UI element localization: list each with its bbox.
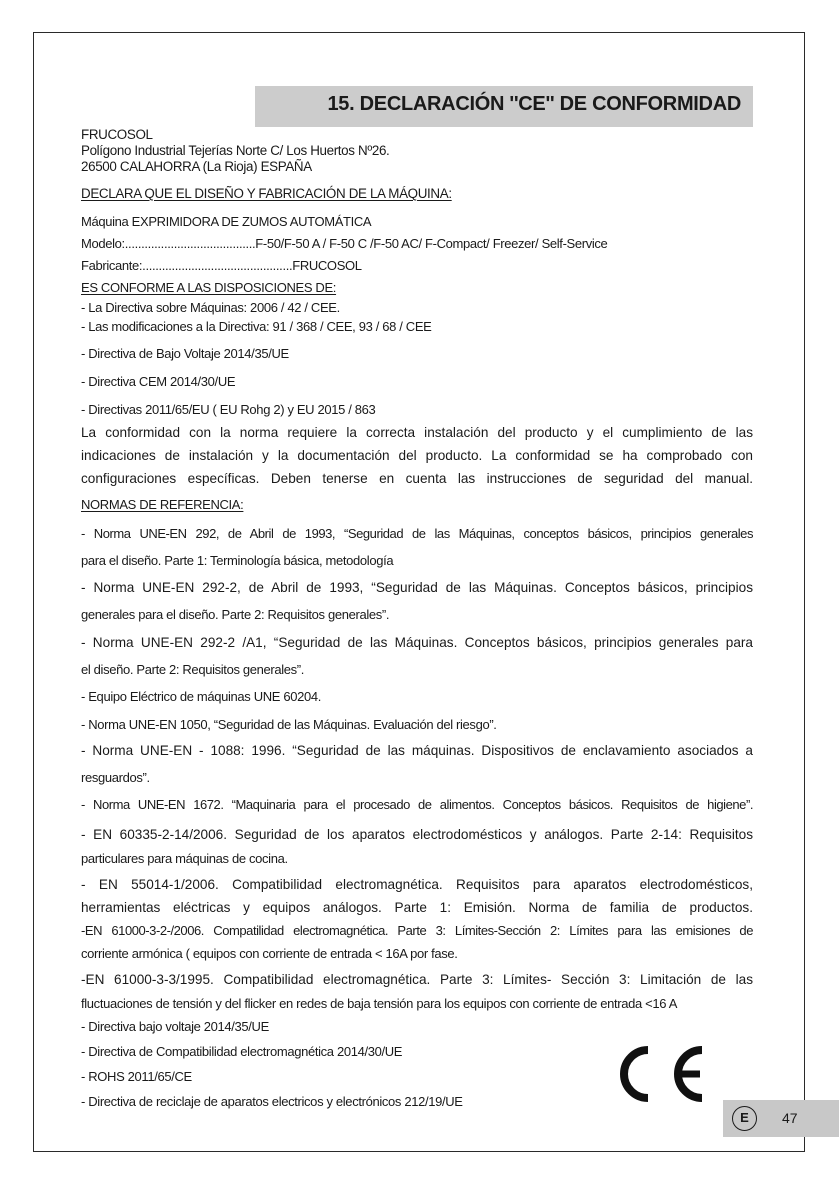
standard-item-cont: corriente armónica ( equipos con corriente de entrada < 16A por fase. <box>81 946 458 961</box>
standard-item: - Equipo Eléctrico de máquinas UNE 60204. <box>81 689 322 704</box>
standard-item: - EN 55014-1/2006. Compatibilidad electromagnética. Requisitos para aparatos electrodomésticos, <box>81 877 753 892</box>
standard-item-cont: para el diseño. Parte 1: Terminología básica, metodología <box>81 553 394 568</box>
standard-item: - Norma UNE-EN 1672. “Maquinaria para el procesado de alimentos. Conceptos básicos. Requisitos de higiene”. <box>81 797 753 812</box>
standard-item: - Norma UNE-EN 292-2 /A1, “Seguridad de las Máquinas. Conceptos básicos, principios generales para <box>81 635 753 650</box>
standard-item: -EN 61000-3-3/1995. Compatibilidad electromagnética. Parte 3: Límites- Sección 3: Limitación de las <box>81 972 753 987</box>
standard-item: - Norma UNE-EN 1050, “Seguridad de las Máquinas. Evaluación del riesgo”. <box>81 717 497 732</box>
provision-item: - La Directiva sobre Máquinas: 2006 / 42 / CEE. <box>81 300 340 315</box>
company-name: FRUCOSOL <box>81 127 153 142</box>
standard-item-cont: herramientas eléctricas y equipos análogos. Parte 1: Emisión. Norma de familia de productos. <box>81 900 753 915</box>
standard-item: - Norma UNE-EN - 1088: 1996. “Seguridad de las máquinas. Dispositivos de enclavamiento asociados a <box>81 743 753 758</box>
ce-mark-icon <box>614 1046 706 1102</box>
standard-item: - Directiva bajo voltaje 2014/35/UE <box>81 1019 269 1034</box>
standard-item-cont: particulares para máquinas de cocina. <box>81 851 288 866</box>
provision-item: - Directivas 2011/65/EU ( EU Rohg 2) y EU 2015 / 863 <box>81 402 376 417</box>
standard-item: - EN 60335-2-14/2006. Seguridad de los aparatos electrodomésticos y análogos. Parte 2-14: Requisitos <box>81 827 753 842</box>
language-badge-icon: E <box>732 1106 757 1131</box>
page-footer-badge <box>723 1100 839 1137</box>
standard-item: - Norma UNE-EN 292-2, de Abril de 1993, “Seguridad de las Máquinas. Conceptos básicos, principios <box>81 580 753 595</box>
standard-item: - Norma UNE-EN 292, de Abril de 1993, “Seguridad de las Máquinas, conceptos básicos, principios generales <box>81 526 753 541</box>
standard-item: - Directiva de Compatibilidad electromagnética 2014/30/UE <box>81 1044 403 1059</box>
section-title: 15. DECLARACIÓN ''CE'' DE CONFORMIDAD <box>327 93 741 115</box>
reference-standards-heading: NORMAS DE REFERENCIA: <box>81 497 244 512</box>
standard-item: -EN 61000-3-2-/2006. Compatilidad electromagnética. Parte 3: Límites-Sección 2: Límites para las emisiones de <box>81 923 753 938</box>
machine-line: Máquina EXPRIMIDORA DE ZUMOS AUTOMÁTICA <box>81 214 372 229</box>
standard-item-cont: fluctuaciones de tensión y del flicker en redes de baja tensión para los equipos con corriente de entrada <16 A <box>81 996 678 1011</box>
conformity-paragraph-line: indicaciones de instalación y la documentación del producto. La conformidad se ha comprobado con <box>81 448 753 463</box>
standard-item: - ROHS 2011/65/CE <box>81 1069 192 1084</box>
provision-item: - Directiva CEM 2014/30/UE <box>81 374 236 389</box>
standard-item-cont: generales para el diseño. Parte 2: Requisitos generales”. <box>81 607 390 622</box>
provision-item: - Las modificaciones a la Directiva: 91 / 368 / CEE, 93 / 68 / CEE <box>81 319 432 334</box>
provision-item: - Directiva de Bajo Voltaje 2014/35/UE <box>81 346 289 361</box>
standard-item: - Directiva de reciclaje de aparatos electricos y electrónicos 212/19/UE <box>81 1094 463 1109</box>
standard-item-cont: resguardos”. <box>81 770 150 785</box>
declaration-heading: DECLARA QUE EL DISEÑO Y FABRICACIÓN DE LA MÁQUINA: <box>81 186 452 201</box>
company-address-line1: Polígono Industrial Tejerías Norte C/ Los Huertos Nº26. <box>81 143 390 158</box>
standard-item-cont: el diseño. Parte 2: Requisitos generales”. <box>81 662 305 677</box>
section-header-band <box>255 86 753 127</box>
company-address-line2: 26500 CALAHORRA (La Rioja) ESPAÑA <box>81 159 312 174</box>
page-number: 47 <box>782 1110 798 1126</box>
provisions-heading: ES CONFORME A LAS DISPOSICIONES DE: <box>81 280 337 295</box>
conformity-paragraph-line: configuraciones específicas. Deben tenerse en cuenta las instrucciones de seguridad del manual. <box>81 471 753 486</box>
manufacturer-line: Fabricante:..............................................FRUCOSOL <box>81 258 362 273</box>
conformity-paragraph-line: La conformidad con la norma requiere la correcta instalación del producto y el cumplimiento de las <box>81 425 753 440</box>
model-line: Modelo:........................................F-50/F-50 A / F-50 C /F-50 AC/ F-Compact/ Freezer/ Self-Service <box>81 236 608 251</box>
